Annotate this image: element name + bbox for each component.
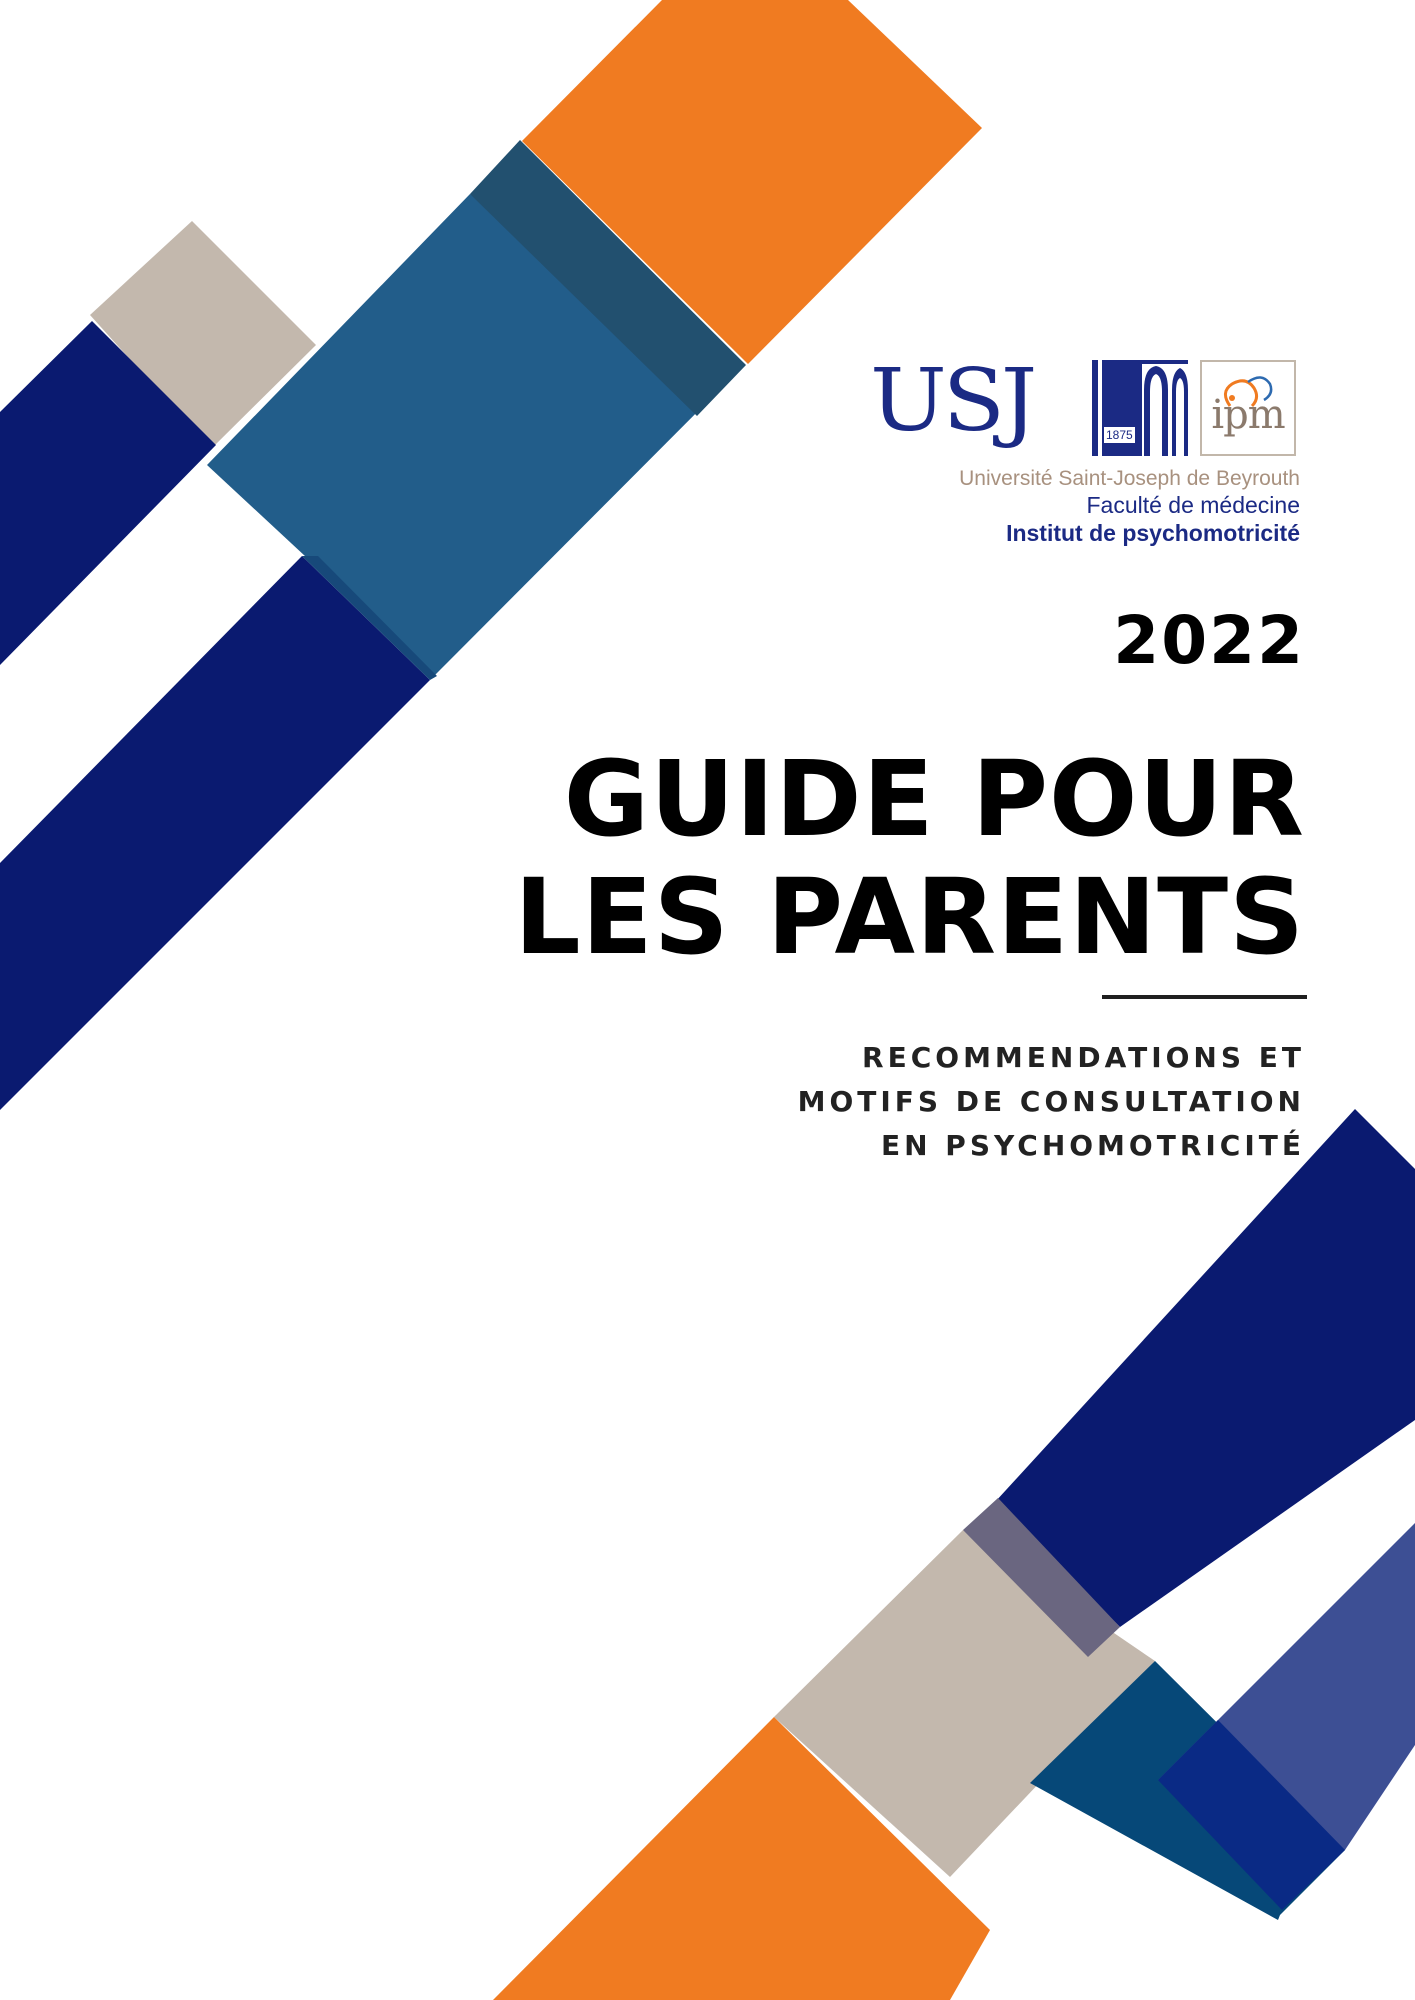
cover-subtitle-line: EN PSYCHOMOTRICITÉ [881,1129,1305,1162]
institution-logo [870,351,1300,550]
faculty-name: Faculté de médecine [1086,492,1300,518]
title-divider [1102,995,1307,999]
stripe-navy-bottom-right [995,1109,1415,1627]
university-name: Université Saint-Joseph de Beyrouth [959,467,1300,490]
cover-subtitle-line: RECOMMENDATIONS ET [862,1041,1305,1074]
cover-title [405,740,1305,976]
ipm-label: ipm [1211,392,1285,438]
founding-year: 1875 [1103,426,1136,444]
usj-wordmark: USJ [870,351,1034,451]
ipm-emblem [1200,360,1296,456]
cover-title-line: LES PARENTS [514,856,1305,978]
cover-year: 2022 [1113,602,1305,679]
cover-subtitle-line: MOTIFS DE CONSULTATION [797,1085,1305,1118]
cover-subtitle [605,1036,1305,1168]
stripe-navy-lower-left [0,556,430,1110]
arches-emblem-icon [1092,360,1192,460]
institute-name: Institut de psychomotricité [1006,520,1300,546]
cover-title-line: GUIDE POUR [563,738,1305,860]
